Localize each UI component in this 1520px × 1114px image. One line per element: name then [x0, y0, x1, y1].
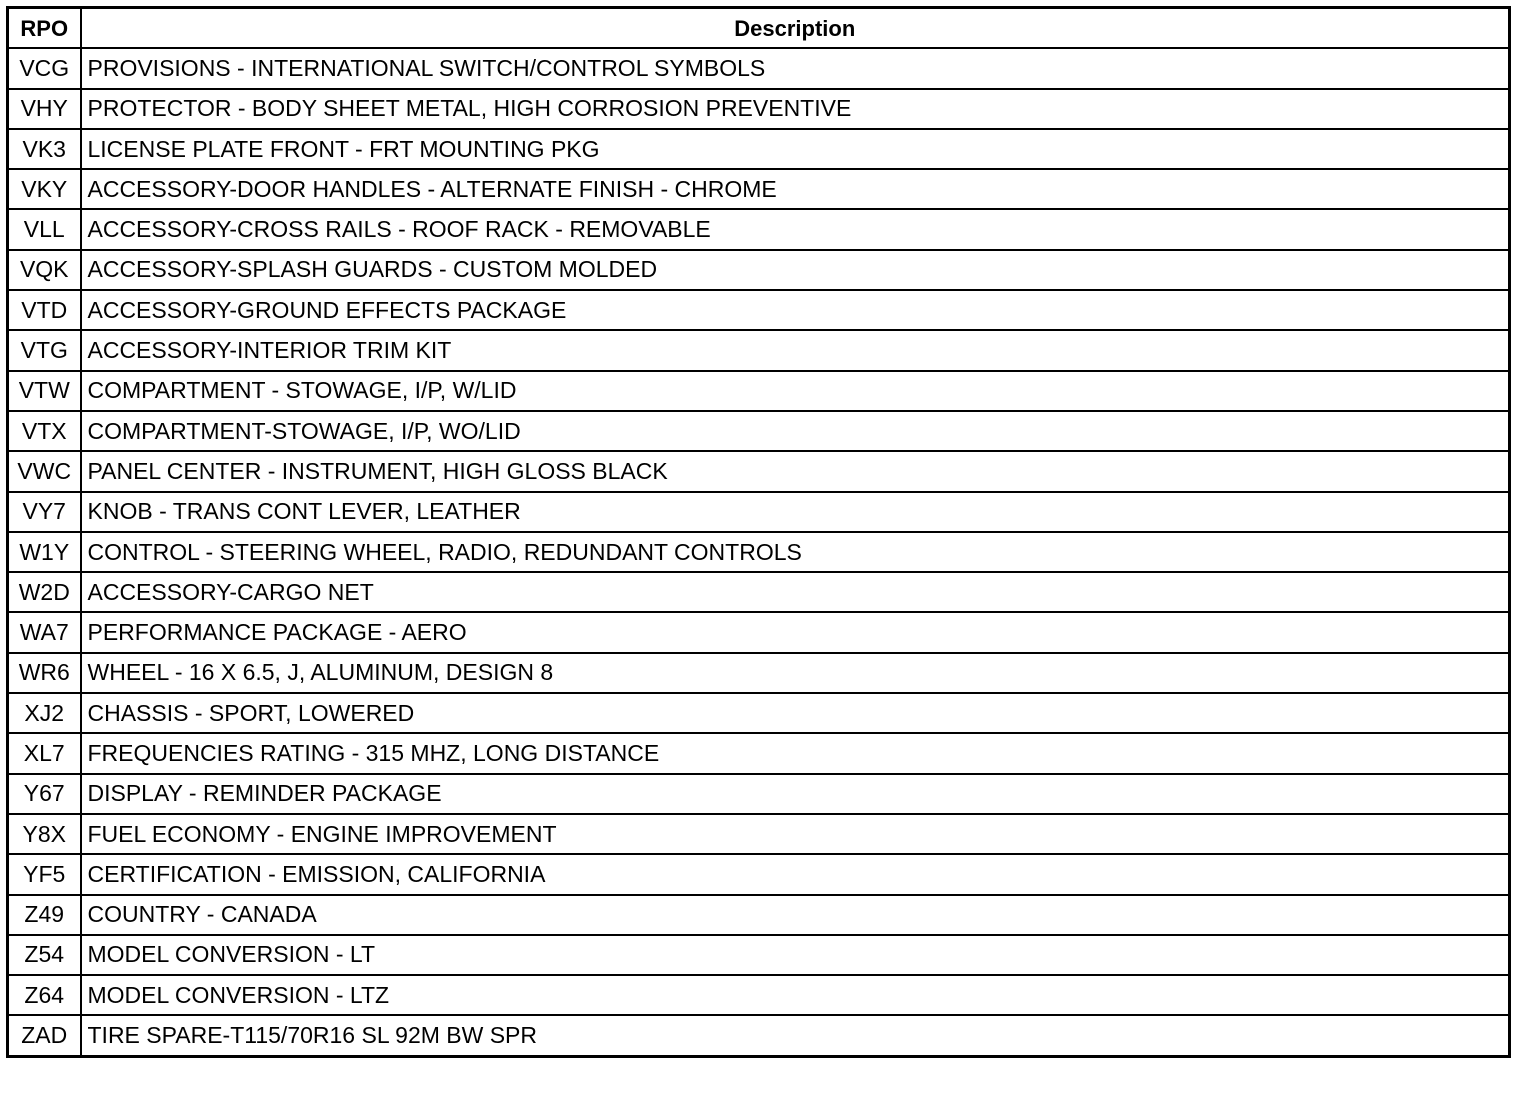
- rpo-description: MODEL CONVERSION - LT: [81, 935, 1510, 975]
- rpo-code: Y67: [8, 774, 81, 814]
- rpo-description: COUNTRY - CANADA: [81, 895, 1510, 935]
- rpo-table: [6, 6, 1511, 1058]
- rpo-code: VTG: [8, 330, 81, 370]
- table-row: [8, 250, 1510, 290]
- table-row: [8, 814, 1510, 854]
- rpo-code: VCG: [8, 48, 81, 88]
- rpo-description: ACCESSORY-CARGO NET: [81, 572, 1510, 612]
- table-row: [8, 330, 1510, 370]
- table-row: [8, 1015, 1510, 1056]
- rpo-description: COMPARTMENT - STOWAGE, I/P, W/LID: [81, 371, 1510, 411]
- table-row: [8, 774, 1510, 814]
- rpo-table-container: [6, 6, 1508, 1058]
- rpo-code: VWC: [8, 451, 81, 491]
- rpo-code: VTD: [8, 290, 81, 330]
- table-row: [8, 371, 1510, 411]
- rpo-code: W2D: [8, 572, 81, 612]
- table-row: [8, 975, 1510, 1015]
- rpo-description: TIRE SPARE-T115/70R16 SL 92M BW SPR: [81, 1015, 1510, 1056]
- table-row: [8, 935, 1510, 975]
- table-row: [8, 89, 1510, 129]
- rpo-code: Y8X: [8, 814, 81, 854]
- rpo-code: YF5: [8, 854, 81, 894]
- rpo-description: ACCESSORY-CROSS RAILS - ROOF RACK - REMOVABLE: [81, 209, 1510, 249]
- rpo-code: Z54: [8, 935, 81, 975]
- rpo-description: CHASSIS - SPORT, LOWERED: [81, 693, 1510, 733]
- rpo-description: WHEEL - 16 X 6.5, J, ALUMINUM, DESIGN 8: [81, 653, 1510, 693]
- header-description: Description: [81, 8, 1510, 49]
- table-row: [8, 854, 1510, 894]
- table-row: [8, 129, 1510, 169]
- table-row: [8, 451, 1510, 491]
- rpo-description: LICENSE PLATE FRONT - FRT MOUNTING PKG: [81, 129, 1510, 169]
- rpo-description: KNOB - TRANS CONT LEVER, LEATHER: [81, 492, 1510, 532]
- rpo-description: ACCESSORY-INTERIOR TRIM KIT: [81, 330, 1510, 370]
- rpo-description: PANEL CENTER - INSTRUMENT, HIGH GLOSS BLACK: [81, 451, 1510, 491]
- rpo-code: VTX: [8, 411, 81, 451]
- rpo-description: CONTROL - STEERING WHEEL, RADIO, REDUNDANT CONTROLS: [81, 532, 1510, 572]
- header-rpo: RPO: [8, 8, 81, 49]
- rpo-description: DISPLAY - REMINDER PACKAGE: [81, 774, 1510, 814]
- rpo-code: VLL: [8, 209, 81, 249]
- table-row: [8, 612, 1510, 652]
- rpo-description: ACCESSORY-DOOR HANDLES - ALTERNATE FINISH - CHROME: [81, 169, 1510, 209]
- table-row: [8, 209, 1510, 249]
- table-row: [8, 169, 1510, 209]
- table-row: [8, 693, 1510, 733]
- rpo-description: PROVISIONS - INTERNATIONAL SWITCH/CONTROL SYMBOLS: [81, 48, 1510, 88]
- rpo-code: WR6: [8, 653, 81, 693]
- rpo-code: Z64: [8, 975, 81, 1015]
- rpo-description: MODEL CONVERSION - LTZ: [81, 975, 1510, 1015]
- rpo-description: PROTECTOR - BODY SHEET METAL, HIGH CORROSION PREVENTIVE: [81, 89, 1510, 129]
- rpo-code: VTW: [8, 371, 81, 411]
- table-row: [8, 572, 1510, 612]
- rpo-code: VK3: [8, 129, 81, 169]
- table-row: [8, 411, 1510, 451]
- table-row: [8, 653, 1510, 693]
- table-row: [8, 532, 1510, 572]
- rpo-code: Z49: [8, 895, 81, 935]
- rpo-description: ACCESSORY-SPLASH GUARDS - CUSTOM MOLDED: [81, 250, 1510, 290]
- table-row: [8, 290, 1510, 330]
- rpo-description: CERTIFICATION - EMISSION, CALIFORNIA: [81, 854, 1510, 894]
- rpo-description: FUEL ECONOMY - ENGINE IMPROVEMENT: [81, 814, 1510, 854]
- rpo-description: PERFORMANCE PACKAGE - AERO: [81, 612, 1510, 652]
- rpo-code: VQK: [8, 250, 81, 290]
- rpo-code: VKY: [8, 169, 81, 209]
- rpo-code: XL7: [8, 733, 81, 773]
- rpo-code: ZAD: [8, 1015, 81, 1056]
- table-row: [8, 733, 1510, 773]
- rpo-code: VHY: [8, 89, 81, 129]
- rpo-code: W1Y: [8, 532, 81, 572]
- rpo-description: ACCESSORY-GROUND EFFECTS PACKAGE: [81, 290, 1510, 330]
- rpo-code: VY7: [8, 492, 81, 532]
- table-row: [8, 492, 1510, 532]
- header-row: [8, 8, 1510, 49]
- table-row: [8, 895, 1510, 935]
- table-header: [8, 8, 1510, 49]
- rpo-code: XJ2: [8, 693, 81, 733]
- rpo-code: WA7: [8, 612, 81, 652]
- rpo-description: COMPARTMENT-STOWAGE, I/P, WO/LID: [81, 411, 1510, 451]
- rpo-description: FREQUENCIES RATING - 315 MHZ, LONG DISTANCE: [81, 733, 1510, 773]
- table-body: [8, 48, 1510, 1056]
- table-row: [8, 48, 1510, 88]
